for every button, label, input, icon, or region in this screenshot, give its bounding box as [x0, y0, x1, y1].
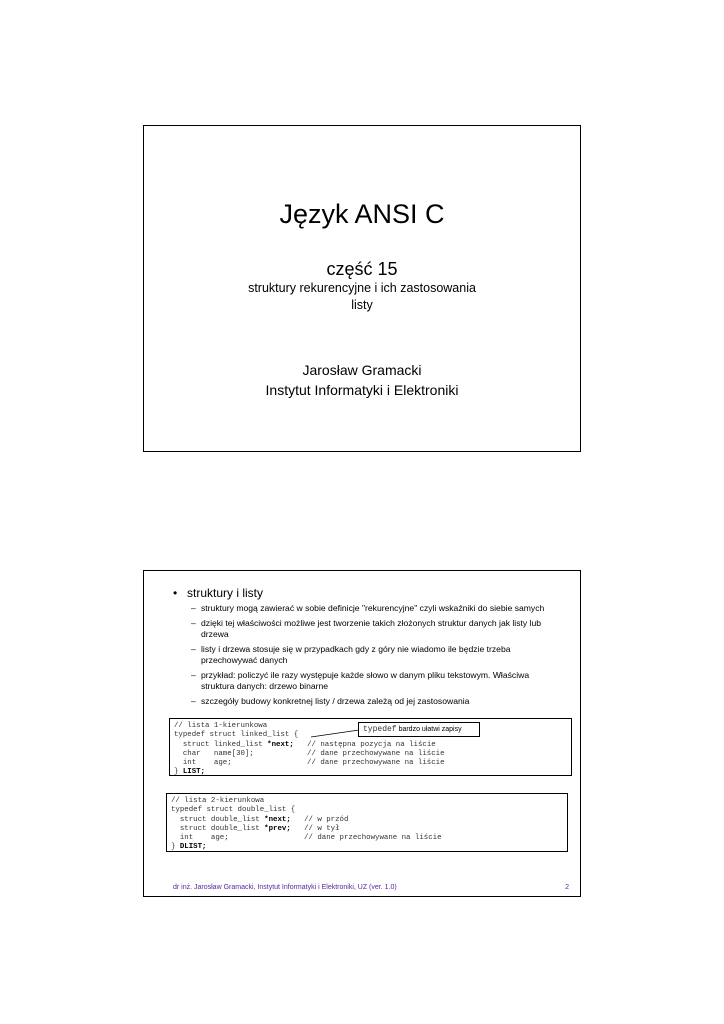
list-item [191, 618, 561, 640]
slide-title: Język ANSI C [279, 199, 445, 229]
dash-icon: – [191, 696, 196, 706]
institute-name: Instytut Informatyki i Elektroniki [265, 382, 459, 398]
list-item-text: przykład: policzyć ile razy występuje każde słowo w danym pliku tekstowym. Właściwa struktura danych: drzewo binarne [201, 670, 530, 691]
list-item [191, 644, 561, 666]
code-line: int age; // dane przechowywane na liście [174, 759, 445, 768]
code-line [171, 825, 567, 834]
dash-icon: – [191, 603, 196, 613]
callout-keyword: typedef [363, 725, 397, 734]
code-line: // lista 2-kierunkowa [171, 797, 265, 805]
sub-bullet-list [191, 603, 561, 711]
author-name: Jarosław Gramacki [302, 362, 422, 378]
code-fragment: } [174, 768, 183, 777]
callout-text: bardzo ułatwi zapisy [398, 726, 462, 733]
code-line [171, 843, 567, 852]
dash-icon: – [191, 618, 196, 628]
code-fragment: struct double_list [171, 824, 265, 833]
code-line [174, 741, 571, 750]
code-line: typedef struct linked_list { [174, 731, 299, 740]
code-bold-fragment: DLIST; [179, 843, 207, 852]
list-item [191, 670, 561, 692]
title-slide [143, 125, 581, 452]
list-item-text: szczegóły budowy konkretnej listy / drzewa zależą od jej zastosowania [201, 696, 470, 706]
slide-part: część 15 [326, 259, 398, 279]
slide-subtitle-line2: listy [351, 298, 373, 312]
code-line: char name[30]; // dane przechowywane na liście [174, 749, 445, 758]
main-bullet-text: struktury i listy [187, 586, 264, 600]
code-fragment: struct linked_list [174, 740, 268, 749]
code-comment: // w tył [290, 824, 340, 833]
code-bold-fragment: *next; [264, 815, 291, 824]
dash-icon: – [191, 670, 196, 680]
list-item-text: listy i drzewa stosuje się w przypadkach gdy z góry nie wiadomo ile będzie trzeba przechowywać danych [201, 644, 511, 665]
typedef-callout [358, 722, 480, 737]
bullet-dot-icon: • [173, 586, 178, 600]
slide-footer: dr inż. Jarosław Gramacki, Instytut Informatyki i Elektroniki, UZ (ver. 1.0) [173, 884, 397, 891]
list-item [191, 696, 561, 707]
list-item-text: struktury mogą zawierać w sobie definicje "rekurencyjne" czyli wskaźniki do siebie samych [201, 603, 545, 613]
code-block-doubly-linked-list [166, 793, 568, 852]
code-fragment: struct double_list [171, 815, 265, 824]
code-bold-fragment: *next; [267, 740, 294, 749]
content-slide [143, 570, 581, 897]
callout-connector-line [311, 729, 361, 739]
code-comment: // w przód [290, 815, 349, 824]
code-comment: // następna pozycja na liście [293, 740, 436, 749]
list-item-text: dzięki tej właściwości możliwe jest tworzenie takich złożonych struktur danych jak listy lub drzewa [201, 618, 542, 639]
main-bullet [173, 586, 263, 600]
code-bold-fragment: *prev; [264, 824, 291, 833]
code-line [174, 768, 571, 777]
code-bold-fragment: LIST; [182, 768, 206, 777]
code-line: // lista 1-kierunkowa [174, 722, 268, 730]
list-item [191, 603, 561, 614]
code-line: typedef struct double_list { [171, 806, 296, 815]
code-line [171, 816, 567, 825]
slide-subtitle-line1: struktury rekurencyjne i ich zastosowania [248, 281, 476, 295]
dash-icon: – [191, 644, 196, 654]
code-fragment: } [171, 843, 180, 852]
page-number: 2 [565, 884, 569, 891]
code-line: int age; // dane przechowywane na liście [171, 834, 442, 843]
